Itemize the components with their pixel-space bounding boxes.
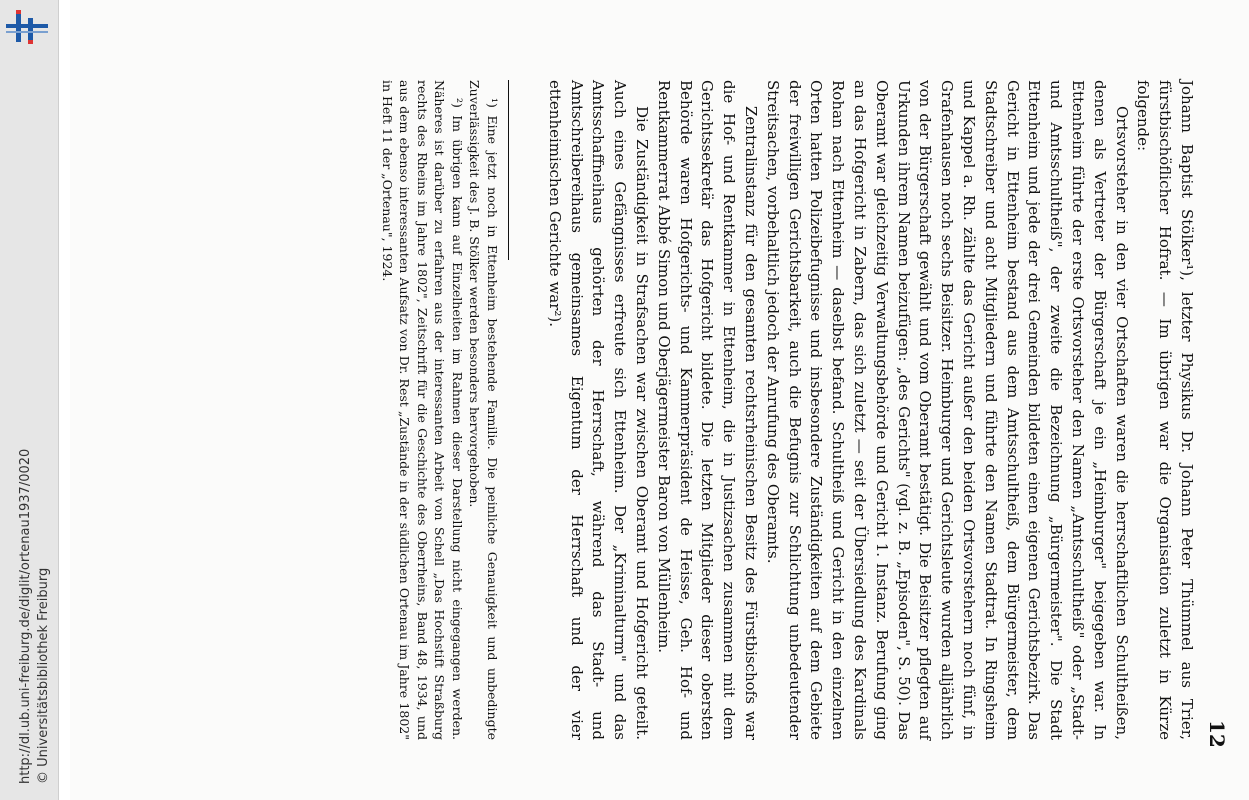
paragraph: Die Zuständigkeit in Strafsachen war zwischen Oberamt und Hofgericht geteilt. Auch eines Gefängnisses erfreute sich Ettenheim. Der „Kriminalturm" und das Amtsschaffneihaus gehörten der Herrschaft, während das Stadt- und Amtschreibereihaus gemeinsames Eigentum der Herrschaft und der vier ettenheimischen Gerichte war²). [545,80,652,740]
footnote-divider [508,80,509,260]
paragraph: Ortsvorsteher in den vier Ortschaften waren die herrschaftlichen Schultheißen, denen als Vertreter der Bürgerschaft je ein „Heimburger" beigegeben war. In Ettenheim führte der erste Ortsvorsteher den Namen „Amtsschultheiß" oder „Stadt- und Amtsschultheiß", der zweite die Bezeichnung „Bürgermeister". Die Stadt Ettenheim und jede der drei Gemeinden bildeten einen eigenen Gerichtsbezirk. Das Gericht in Ettenheim bestand aus dem Amtsschultheiß, dem Bürgermeister, dem Stadtschreiber und acht Mitgliedern und führte den Namen Stadtrat. In Ringsheim und Kappel a. Rh. zählte das Gericht außer den beiden Ortsvorstehern noch fünf, in Grafenhausen noch sechs Beisitzer. Heimburger und Gerichtsleute wurden alljährlich von der Bürgerschaft gewählt und vom Oberamt bestätigt. Die Beisitzer pflegten auf Urkunden ihrem Namen beizufügen: „des Gerichts" (vgl. z. B. „Episoden", S. 50). Das Oberamt war gleichzeitig Verwaltungsbehörde und Gericht 1. Instanz. Berufung ging an das Hofgericht in Zabern, das sich zuletzt — seit der Übersiedlung des Kardinals Rohan nach Ettenheim — daselbst befand. Schultheiß und Gericht in den einzelnen Orten hatten Polizeibefugnisse und insbesondere Zuständigkeiten auf dem Gebiete der freiwilligen Gerichtsbarkeit, auch die Befugnis zur Schlichtung unbedeutender Streitsachen, vorbehaltlich jedoch der Anrufung des Oberamts. [763,80,1131,740]
footnote: ²) Im übrigen kann auf Einzelheiten im Rahmen dieser Darstellung nicht eingegangen werden. Näheres ist darüber zu erfahren aus der interessanten Arbeit von Schell „Das Hochstift Straßburg rechts des Rheins im Jahre 1802", Zeitschrift für die Geschichte des Oberrheins, Band 48, 1934, und aus dem ebenso interessanten Aufsatz von Dr. Rest „Zustände in der südlichen Ortenau im Jahre 1802" in Heft 11 der „Ortenau", 1924. [380,80,465,740]
viewer-sidebar [0,0,59,800]
copyright-notice: © Universitätsbibliothek Freiburg [36,567,51,784]
dl-logo-icon[interactable] [6,8,48,48]
body-text [543,80,1197,740]
page-number: 12 [1205,720,1229,748]
paragraph: Johann Baptist Stölker¹), letzter Physikus Dr. Johann Peter Thümmel aus Trier, fürstbischöflicher Hofrat. — Im übrigen war die Organisation zuletzt in Kürze folgende: [1134,80,1196,740]
rotated-page-frame [70,0,1249,800]
paragraph: Zentralinstanz für den gesamten rechtsrheinischen Besitz des Fürstbischofs war die Hof- und Rentkammer in Ettenheim, die in Justizsachen zusammen mit dem Gerichtssekretär das Hofgericht bildete. Die letzten Mitglieder dieser obersten Behörde waren Hofgerichts- und Kammerpräsident de Heisse, Geh. Hof- und Rentkammerrat Abbé Simon und Oberjägermeister Baron von Müllenheim. [654,80,761,740]
scanned-page [70,0,1249,800]
source-url[interactable]: http://dl.ub.uni-freiburg.de/diglit/ortenau1937/0020 [18,448,33,784]
footnote: ¹) Eine jetzt noch in Ettenheim bestehende Familie. Die peinliche Genauigkeit und unbedingte Zuverlässigkeit des J. B. Stölker werden besonders hervorgehoben. [467,80,500,740]
footnotes [379,80,502,740]
